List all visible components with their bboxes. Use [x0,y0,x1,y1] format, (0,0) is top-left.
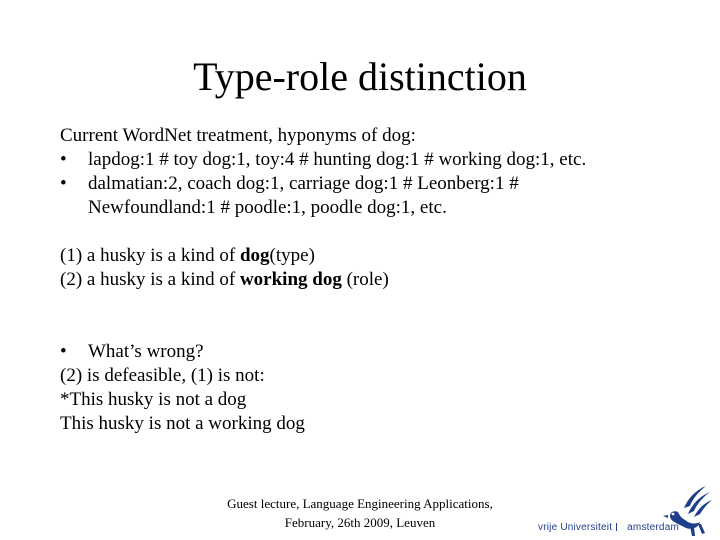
bullet-text: lapdog:1 # toy dog:1, toy:4 # hunting dog:1 # working dog:1, etc. [88,149,587,170]
intro-text: Current WordNet treatment, hyponyms of dog: [60,125,416,146]
logo-text-part2: amsterdam [627,522,679,533]
bullet-marker: • [60,149,67,170]
slide-body [60,124,680,436]
text-line: *This husky is not a dog [60,389,247,410]
footer [200,494,520,532]
bullet-marker: • [60,341,67,362]
bullet-text-line: dalmatian:2, coach dog:1, carriage dog:1 # Leonberg:1 # [88,173,519,194]
logo-text [538,522,679,533]
bullet-item [60,148,680,172]
question-text: What’s wrong? [88,341,204,362]
bullet-item [60,340,680,364]
bullet-text-line: Newfoundland:1 # poodle:1, poodle dog:1, etc. [88,197,447,218]
example-suffix: (role) [341,269,389,290]
bullet-marker: • [60,173,67,194]
bullet-item [60,172,680,220]
example-suffix: (type) [269,245,315,266]
example-1 [60,244,680,268]
university-logo [538,482,718,540]
example-2 [60,268,680,292]
example-prefix: (1) a husky is a kind of [60,245,240,266]
footer-line: February, 26th 2009, Leuven [284,515,436,530]
example-bold: dog [239,245,270,266]
bullet-text [88,172,680,220]
logo-text-part1: vrije Universiteit [538,522,613,533]
slide-title: Type-role distinction [193,54,527,99]
example-bold: working dog [239,269,342,290]
footer-line: Guest lecture, Language Engineering Applications, [227,496,493,511]
text-line: This husky is not a working dog [60,413,305,434]
text-line: (2) is defeasible, (1) is not: [60,365,265,386]
example-prefix: (2) a husky is a kind of [60,269,240,290]
